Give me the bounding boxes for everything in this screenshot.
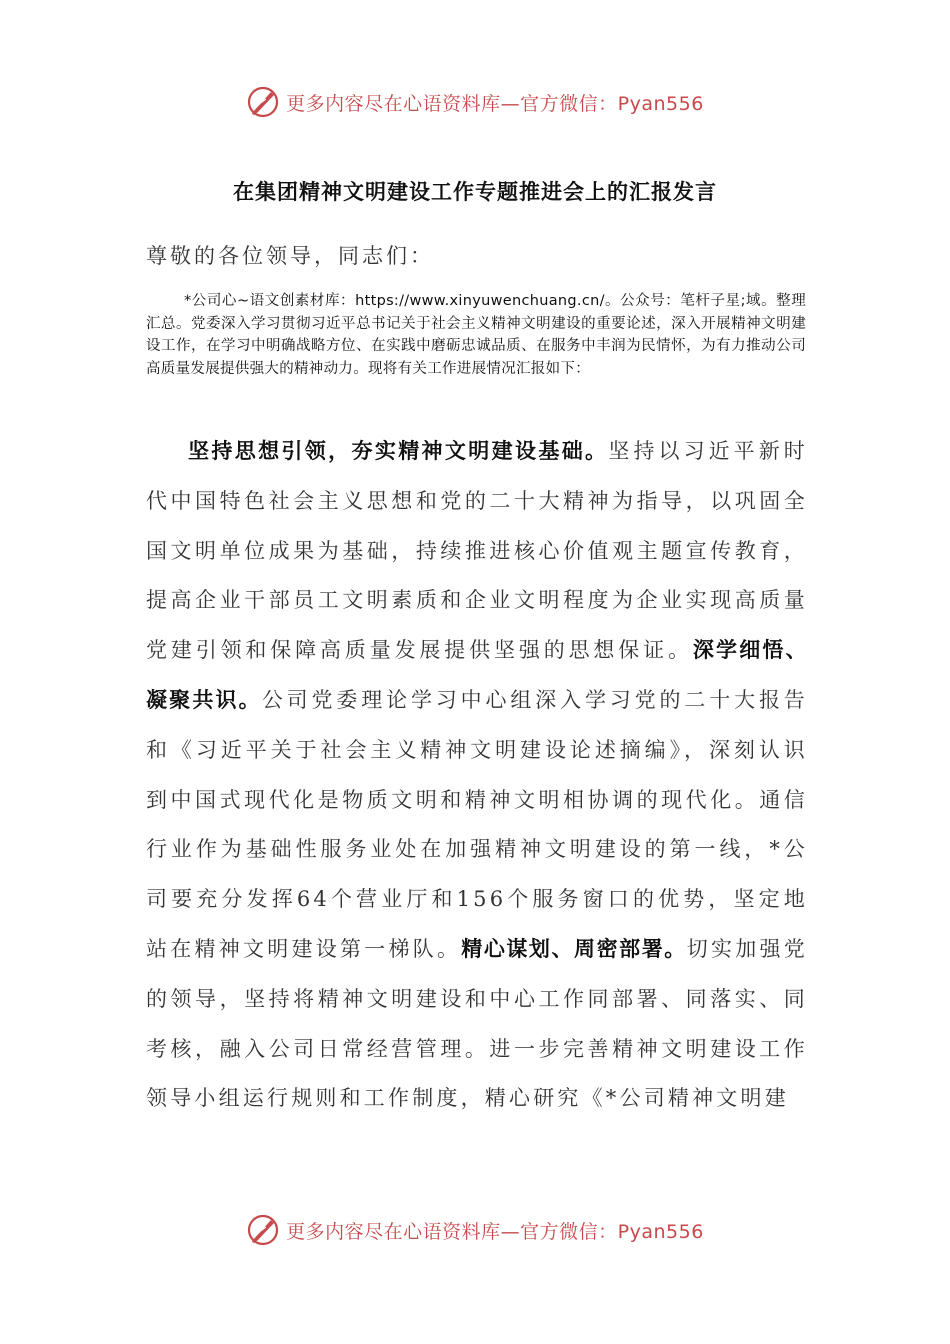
- section-heading-1: 坚持思想引领，夯实精神文明建设基础。: [188, 439, 609, 463]
- header-banner: [0, 82, 950, 122]
- section-text-2: 公司党委理论学习中心组深入学习党的二十大报告和《习近平关于社会主义精神文明建设论述摘编》，深刻认识到中国式现代化是物质文明和精神文明相协调的现代化。通信行业作为基础性服务业处在加强精神文明建设的第一线，*公司要充分发挥64个营业厅和156个服务窗口的优势，坚定地站在精神文明建设第一梯队。: [146, 687, 809, 961]
- section-text-1: 坚持以习近平新时代中国特色社会主义思想和党的二十大精神为指导，以巩固全国文明单位成果为基础，持续推进核心价值观主题宣传教育，提高企业干部员工文明素质和企业文明程度为企业实现高质量党建引领和保障高质量发展提供坚强的思想保证。: [146, 439, 808, 663]
- section-heading-2: 深学细悟、凝聚共识。: [146, 638, 809, 712]
- header-banner-text: 更多内容尽在心语资料库—官方微信：Pyan556: [286, 92, 704, 115]
- intro-paragraph: *公司心~语文创素材库：https://www.xinyuwenchuang.cn/。公众号：笔杆子星;域。整理汇总。党委深入学习贯彻习近平总书记关于社会主义精神文明建设的重要论述，深入开展精神文明建设工作，在学习中明确战略方位、在实践中磨砺忠诚品质、在服务中丰润为民情怀，为有力推动公司高质量发展提供强大的精神动力。现将有关工作进展情况汇报如下：: [146, 293, 806, 377]
- quill-logo-icon: [246, 1213, 280, 1247]
- footer-banner: [0, 1210, 950, 1250]
- section-heading-3: 精心谋划、周密部署。: [461, 936, 687, 961]
- document-title: 在集团精神文明建设工作专题推进会上的汇报发言: [233, 180, 717, 204]
- body-paragraph: [146, 427, 808, 1124]
- greeting: 尊敬的各位领导，同志们：: [146, 244, 434, 268]
- quill-logo-icon: [246, 85, 280, 119]
- section-text-3: 切实加强党的领导，坚持将精神文明建设和中心工作同部署、同落实、同考核，融入公司日常经营管理。进一步完善精神文明建设工作领导小组运行规则和工作制度，精心研究《*公司精神文明建: [146, 936, 809, 1111]
- footer-banner-text: 更多内容尽在心语资料库—官方微信：Pyan556: [286, 1220, 704, 1243]
